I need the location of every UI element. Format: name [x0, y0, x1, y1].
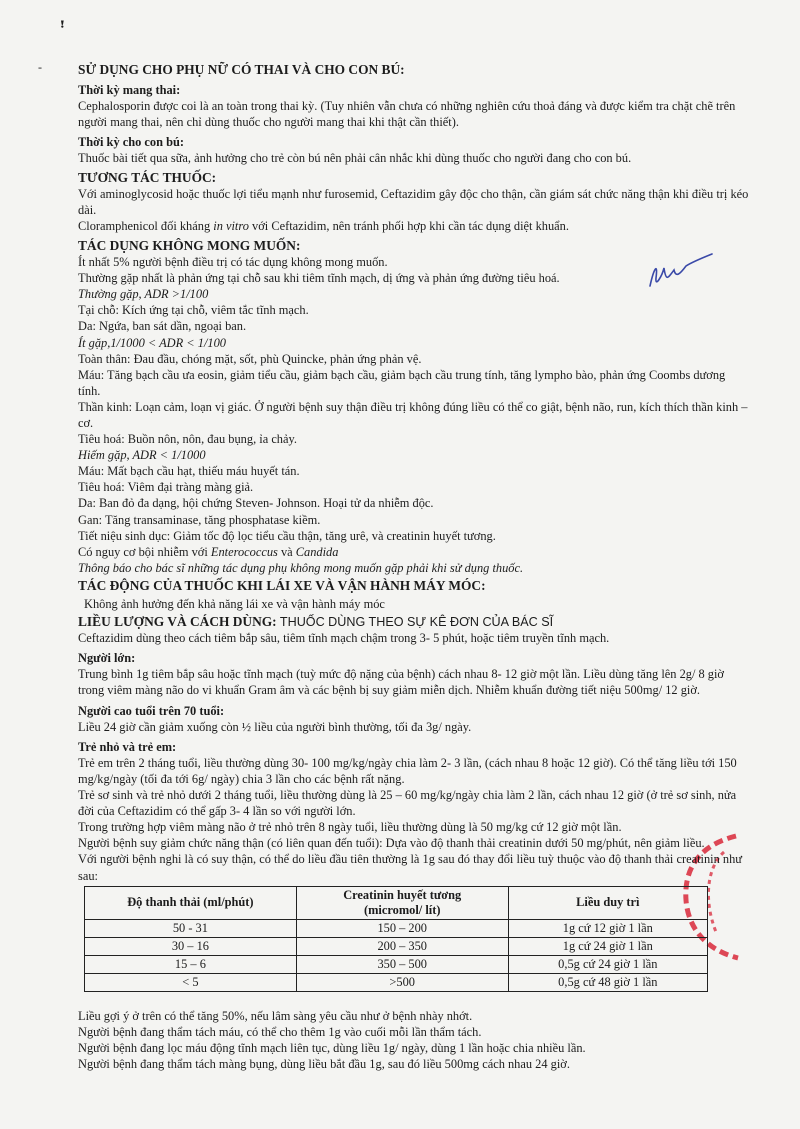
dosage-intro: Ceftazidim dùng theo cách tiêm bắp sâu, tiêm tĩnh mạch chậm trong 3- 5 phút, hoặc tiêm truyền tĩnh mạch. — [78, 631, 610, 646]
note-line: Người bệnh đang thẩm tách màng bụng, dùng liều bắt đầu 1g, sau đó liều 500mg cách nhau 24 giờ. — [78, 1056, 570, 1071]
adr-section-title: TÁC DỤNG KHÔNG MONG MUỐN: — [78, 237, 301, 253]
adr-line: Tiêu hoá: Buồn nôn, nôn, đau bụng, ỉa chảy. — [78, 432, 297, 447]
note-line: Người bệnh đang thẩm tách máu, có thể cho thêm 1g vào cuối mỗi lần thẩm tách. — [78, 1024, 482, 1039]
table-header-cell: Liều duy trì — [508, 886, 707, 919]
table-cell: 1g cứ 24 giờ 1 lần — [508, 937, 707, 955]
adr-line: Tiêu hoá: Viêm đại tràng màng giả. — [78, 480, 254, 495]
dosage-title-line — [78, 614, 750, 630]
table-header-cell: Độ thanh thải (ml/phút) — [85, 886, 297, 919]
table-cell: 0,5g cứ 48 giờ 1 lần — [508, 973, 707, 991]
child-heading: Trẻ nhỏ và trẻ em: — [78, 739, 177, 754]
table-cell: 30 – 16 — [85, 937, 297, 955]
renal-paragraph: Với người bệnh nghi là có suy thận, có thể do liều đầu tiên thường là 1g sau đó thay đổi liều tuỳ thuộc vào độ thanh thải creatinin như sau: — [78, 852, 743, 883]
table-cell: < 5 — [85, 973, 297, 991]
text-span: Cloramphenicol đối kháng — [78, 218, 214, 233]
driving-text: Không ảnh hưởng đến khả năng lái xe và vận hành máy móc — [84, 597, 385, 611]
adult-text: Trung bình 1g tiêm bắp sâu hoặc tĩnh mạch (tuỳ mức độ nặng của bệnh) cách nhau 8- 12 giờ một lần. Liều dùng tăng lên 2g/ 8 giờ trong viêm màng não do vi khuẩn Gram âm và các bệnh bị suy giảm miễn dịch. Nhiễm khuẩn đường tiết niệu 500mg/ 12 giờ. — [78, 667, 724, 698]
note-line: Người bệnh đang lọc máu động tĩnh mạch liên tục, dùng liều 1g/ ngày, dùng 1 lần hoặc chia nhiều lần. — [78, 1040, 586, 1055]
adr-line: Thần kinh: Loạn cảm, loạn vị giác. Ở người bệnh suy thận điều trị không đúng liều có thể co giật, bệnh não, run, kích thích thần kinh – cơ. — [78, 399, 748, 430]
table-row — [85, 937, 708, 955]
table-cell: 150 – 200 — [296, 919, 508, 937]
adult-heading: Người lớn: — [78, 651, 136, 666]
child-paragraph: Trẻ em trên 2 tháng tuổi, liều thường dùng 30- 100 mg/kg/ngày chia làm 2- 3 lần, (cách nhau 8 hoặc 12 giờ). Có thể tăng liều tới 150 mg/kg/ngày (tối đa tới 6g/ ngày) chia 3 lần cho các bệnh rất nặng. — [78, 755, 737, 786]
adr-frequency-label: Ít gặp,1/1000 < ADR < 1/100 — [78, 335, 226, 350]
table-header-cell: Creatinin huyết tương (micromol/ lít) — [296, 886, 508, 919]
table-cell: 350 – 500 — [296, 955, 508, 973]
adr-line: Máu: Mất bạch cầu hạt, thiếu máu huyết tán. — [78, 464, 300, 479]
adr-line: Da: Ban đỏ đa dạng, hội chứng Steven- Johnson. Hoại tử da nhiễm độc. — [78, 496, 434, 511]
interactions-line-2 — [78, 218, 750, 234]
pregnancy-text: Cephalosporin được coi là an toàn trong thai kỳ. (Tuy nhiên vẫn chưa có những nghiên cứu thoả đáng và được kiểm tra chặt chẽ trên người mang thai, nên chỉ dùng thuốc cho người mang thai khi thật cần thiết). — [78, 99, 736, 130]
adr-frequency-label: Thường gặp, ADR >1/100 — [78, 287, 209, 302]
adr-line: Thường gặp nhất là phản ứng tại chỗ sau khi tiêm tĩnh mạch, dị ứng và phản ứng đường tiêu hoá. — [78, 271, 560, 286]
adr-line: Da: Ngứa, ban sát dần, ngoại ban. — [78, 319, 247, 334]
pregnancy-section-title: SỬ DỤNG CHO PHỤ NỮ CÓ THAI VÀ CHO CON BÚ: — [78, 62, 405, 77]
lactation-text: Thuốc bài tiết qua sữa, ảnh hưởng cho trẻ còn bú nên phải cân nhắc khi dùng thuốc cho người đang cho con bú. — [78, 151, 632, 166]
table-cell: 0,5g cứ 24 giờ 1 lần — [508, 955, 707, 973]
text-span: Có nguy cơ bội nhiễm với — [78, 544, 211, 559]
interactions-section-title: TƯƠNG TÁC THUỐC: — [78, 169, 217, 185]
table-cell: 50 - 31 — [85, 919, 297, 937]
child-paragraph: Trẻ sơ sinh và trẻ nhỏ dưới 2 tháng tuổi, liều thường dùng là 25 – 60 mg/kg/ngày chia làm 2 lần, cách nhau 12 giờ (ở trẻ sơ sinh, nửa đời của Ceftazidim có thể gấp 3- 4 lần so với người lớn. — [78, 788, 737, 819]
dosage-subtitle: THUỐC DÙNG THEO SỰ KÊ ĐƠN CỦA BÁC SĨ — [276, 615, 554, 630]
document-page — [78, 62, 750, 1072]
adr-line: Gan: Tăng transaminase, tăng phosphatase kiềm. — [78, 512, 321, 527]
note-line: Liều gợi ý ở trên có thể tăng 50%, nếu lâm sàng yêu cầu như ở bệnh nhày nhớt. — [78, 1008, 473, 1023]
pregnancy-heading: Thời kỳ mang thai: — [78, 83, 181, 98]
renal-paragraph: Người bệnh suy giảm chức năng thận (có liên quan đến tuổi): Dựa vào độ thanh thải creatinin dưới 50 mg/phút, nên giảm liều. — [78, 836, 705, 851]
table-header-row — [85, 886, 708, 919]
elderly-heading: Người cao tuổi trên 70 tuổi: — [78, 703, 225, 718]
table-cell: >500 — [296, 973, 508, 991]
italic-span: in vitro — [213, 218, 249, 233]
adr-notice: Thông báo cho bác sĩ những tác dụng phụ không mong muốn gặp phải khi sử dụng thuốc. — [78, 560, 524, 575]
scan-mark: ꜝ — [60, 22, 65, 37]
adr-line: Tại chỗ: Kích ứng tại chỗ, viêm tắc tĩnh mạch. — [78, 303, 309, 318]
interactions-line-1: Với aminoglycosid hoặc thuốc lợi tiểu mạnh như furosemid, Ceftazidim gây độc cho thận, cần giám sát chức năng thận khi điều trị kéo dài. — [78, 186, 749, 217]
table-cell: 200 – 350 — [296, 937, 508, 955]
table-cell: 15 – 6 — [85, 955, 297, 973]
adr-frequency-label: Hiếm gặp, ADR < 1/1000 — [78, 448, 206, 463]
adr-line: Máu: Tăng bạch cầu ưa eosin, giảm tiểu cầu, giảm bạch cầu, giảm bạch cầu trung tính, tăng lympho bào, phản ứng Coombs dương tính. — [78, 367, 726, 398]
text-span: với Ceftazidim, nên tránh phối hợp khi cần tác dụng diệt khuẩn. — [248, 218, 569, 233]
renal-dosage-table — [84, 886, 708, 992]
table-row — [85, 919, 708, 937]
italic-span: Candida — [295, 544, 339, 559]
adr-line — [78, 544, 750, 560]
scan-dot: - — [38, 60, 42, 74]
adr-line: Toàn thân: Đau đầu, chóng mặt, sốt, phù Quincke, phản ứng phản vệ. — [78, 351, 422, 366]
after-table-notes — [78, 1008, 750, 1072]
text-span: và — [277, 544, 296, 559]
child-paragraph: Trong trường hợp viêm màng não ở trẻ nhỏ trên 8 ngày tuổi, liều thường dùng là 50 mg/kg cứ 12 giờ một lần. — [78, 820, 622, 835]
lactation-heading: Thời kỳ cho con bú: — [78, 135, 185, 150]
table-row — [85, 955, 708, 973]
table-row — [85, 973, 708, 991]
adr-line: Ít nhất 5% người bệnh điều trị có tác dụng không mong muốn. — [78, 255, 388, 270]
elderly-text: Liều 24 giờ cần giảm xuống còn ½ liều của người bình thường, tối đa 3g/ ngày. — [78, 719, 472, 734]
italic-span: Enterococcus — [210, 544, 278, 559]
adr-line: Tiết niệu sinh dục: Giảm tốc độ lọc tiểu cầu thận, tăng urê, và creatinin huyết tương. — [78, 528, 496, 543]
dosage-section-title: LIỀU LƯỢNG VÀ CÁCH DÙNG: — [78, 614, 277, 630]
driving-section-title: TÁC ĐỘNG CỦA THUỐC KHI LÁI XE VÀ VẬN HÀNH MÁY MÓC: — [78, 577, 486, 593]
table-cell: 1g cứ 12 giờ 1 lần — [508, 919, 707, 937]
